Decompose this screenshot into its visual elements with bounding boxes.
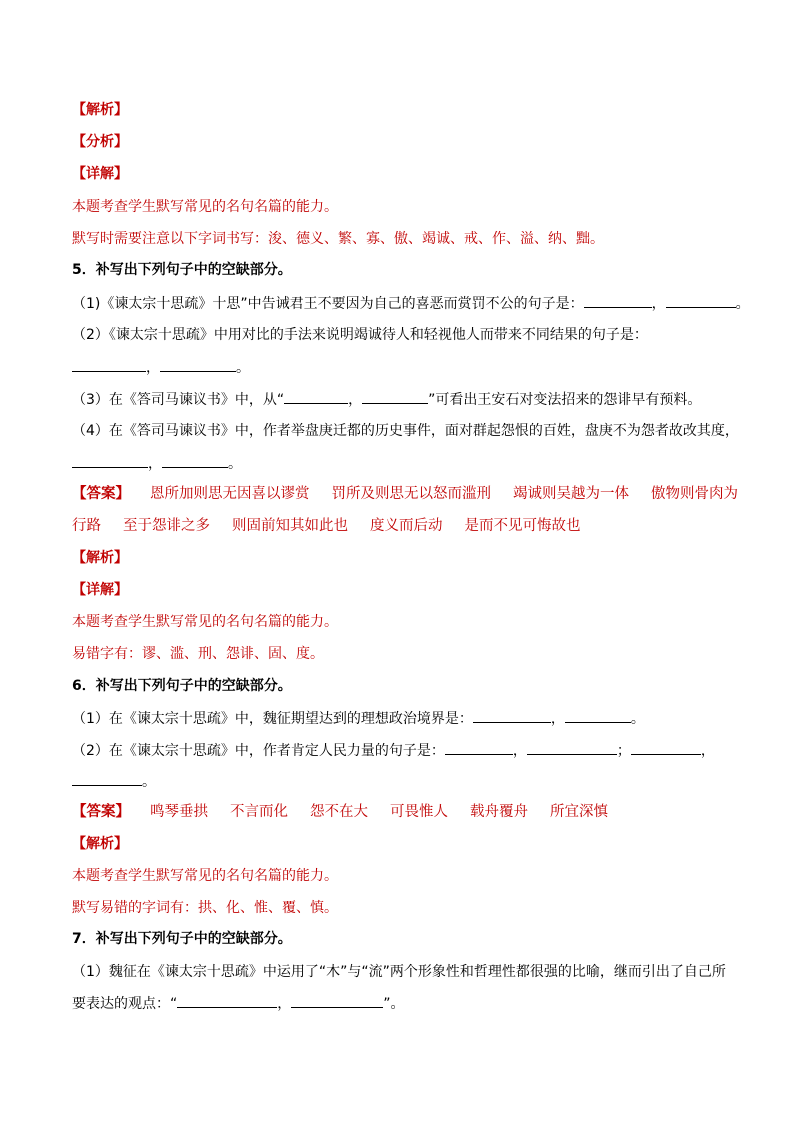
punct: ， xyxy=(512,743,527,759)
punct: ， xyxy=(146,360,160,376)
section-tag-xiangjie: 【详解】 xyxy=(72,582,128,598)
question-6-part-2 xyxy=(72,740,715,761)
answer-blank xyxy=(584,293,652,308)
answer-blank xyxy=(72,771,142,786)
question-6-title: 6．补写出下列句子中的空缺部分。 xyxy=(72,678,292,694)
answer-blank xyxy=(362,389,428,404)
question-5-part-4-blanks xyxy=(72,453,242,474)
punct: ， xyxy=(700,743,715,759)
prompt-text: （3）在《答司马谏议书》中，从“ xyxy=(72,392,285,408)
explanation-line: 易错字有：谬、滥、刑、怨诽、固、度。 xyxy=(72,646,324,662)
section-tag-jiexi: 【解析】 xyxy=(72,102,128,118)
answer-item: 鸣琴垂拱 xyxy=(150,804,208,820)
section-tag-fenxi: 【分析】 xyxy=(72,134,128,150)
question-6-part-2-blanks xyxy=(72,771,156,792)
answer-item: 可畏惟人 xyxy=(390,804,448,820)
question-6-part-1 xyxy=(72,708,645,729)
answer-item: 不言而化 xyxy=(230,804,288,820)
section-tag-jiexi: 【解析】 xyxy=(72,836,128,852)
answer-blank xyxy=(160,357,236,372)
answer-item: 恩所加则思无因喜以谬赏 xyxy=(150,486,310,502)
question-6-answers xyxy=(72,802,608,822)
prompt-text: （2）在《谏太宗十思疏》中，作者肯定人民力量的句子是： xyxy=(72,743,445,759)
answer-blank xyxy=(445,740,513,755)
answer-item: 竭诚则吴越为一体 xyxy=(513,486,629,502)
prompt-text: ”。 xyxy=(383,996,405,1012)
answer-item: 怨不在大 xyxy=(310,804,368,820)
answer-item: 至于怨诽之多 xyxy=(123,518,210,534)
punct: 。 xyxy=(142,774,156,790)
answer-blank xyxy=(473,708,551,723)
question-5-part-1 xyxy=(72,293,750,314)
punct: 。 xyxy=(228,456,242,472)
punct: ， xyxy=(348,392,363,408)
punct: ； xyxy=(616,743,631,759)
explanation-line: 默写易错的字词有：拱、化、惟、覆、慎。 xyxy=(72,900,338,916)
answer-blank xyxy=(72,453,148,468)
answer-item: 是而不见可悔故也 xyxy=(464,518,581,534)
punct: ， xyxy=(550,711,565,727)
question-7-part-1: （1）魏征在《谏太宗十思疏》中运用了“木”与“流”两个形象性和哲理性都很强的比喻，继而引出了自己所 xyxy=(72,964,726,980)
prompt-text: ”可看出王安石对变法招来的怨诽早有预料。 xyxy=(428,392,702,408)
question-5-answers-row-2 xyxy=(72,516,581,536)
answer-item: 度义而后动 xyxy=(370,518,443,534)
punct: ， xyxy=(651,296,666,312)
answer-item: 则固前知其如此也 xyxy=(232,518,348,534)
answer-item: 傲物则骨肉为 xyxy=(651,486,738,502)
answer-blank xyxy=(177,993,277,1008)
question-5-part-2: （2）《谏太宗十思疏》中用对比的手法来说明竭诚待人和轻视他人而带来不同结果的句子是： xyxy=(72,327,648,343)
explanation-line: 默写时需要注意以下字词书写：浚、德义、繁、寡、傲、竭诚、戒、作、溢、纳、黜。 xyxy=(72,231,604,247)
answer-tag: 【答案】 xyxy=(72,486,130,502)
punct: 。 xyxy=(236,360,250,376)
answer-blank xyxy=(284,389,348,404)
punct: 。 xyxy=(735,296,750,312)
explanation-line: 本题考查学生默写常见的名句名篇的能力。 xyxy=(72,868,338,884)
question-7-title: 7．补写出下列句子中的空缺部分。 xyxy=(72,931,292,947)
answer-tag: 【答案】 xyxy=(72,804,130,820)
punct: ， xyxy=(277,996,292,1012)
prompt-text: （1)《谏太宗十思疏》十思”中告诫君王不要因为自己的喜恶而赏罚不公的句子是： xyxy=(72,296,584,312)
explanation-line: 本题考查学生默写常见的名句名篇的能力。 xyxy=(72,614,338,630)
answer-item: 所宜深慎 xyxy=(550,804,608,820)
section-tag-xiangjie: 【详解】 xyxy=(72,166,128,182)
answer-blank xyxy=(162,453,228,468)
answer-blank xyxy=(631,740,701,755)
prompt-text: 要表达的观点：“ xyxy=(72,996,178,1012)
punct: 。 xyxy=(630,711,645,727)
question-5-part-4: （4）在《答司马谏议书》中，作者举盘庚迁都的历史事件，面对群起怨恨的百姓，盘庚不为怨者故改其度， xyxy=(72,423,739,439)
punct: ， xyxy=(148,456,162,472)
answer-blank xyxy=(666,293,736,308)
question-5-answers-row-1 xyxy=(72,484,738,504)
question-5-part-3 xyxy=(72,389,701,410)
answer-blank xyxy=(291,993,383,1008)
answer-item: 载舟覆舟 xyxy=(470,804,528,820)
question-5-title: 5．补写出下列句子中的空缺部分。 xyxy=(72,262,292,278)
answer-item: 行路 xyxy=(72,518,101,534)
question-7-part-1-blanks xyxy=(72,993,405,1014)
answer-blank xyxy=(565,708,631,723)
question-5-part-2-blanks xyxy=(72,357,250,378)
section-tag-jiexi: 【解析】 xyxy=(72,550,128,566)
explanation-line: 本题考查学生默写常见的名句名篇的能力。 xyxy=(72,199,338,215)
answer-blank xyxy=(527,740,617,755)
answer-item: 罚所及则思无以怒而滥刑 xyxy=(331,486,491,502)
answer-blank xyxy=(72,357,146,372)
prompt-text: （1）在《谏太宗十思疏》中，魏征期望达到的理想政治境界是： xyxy=(72,711,473,727)
